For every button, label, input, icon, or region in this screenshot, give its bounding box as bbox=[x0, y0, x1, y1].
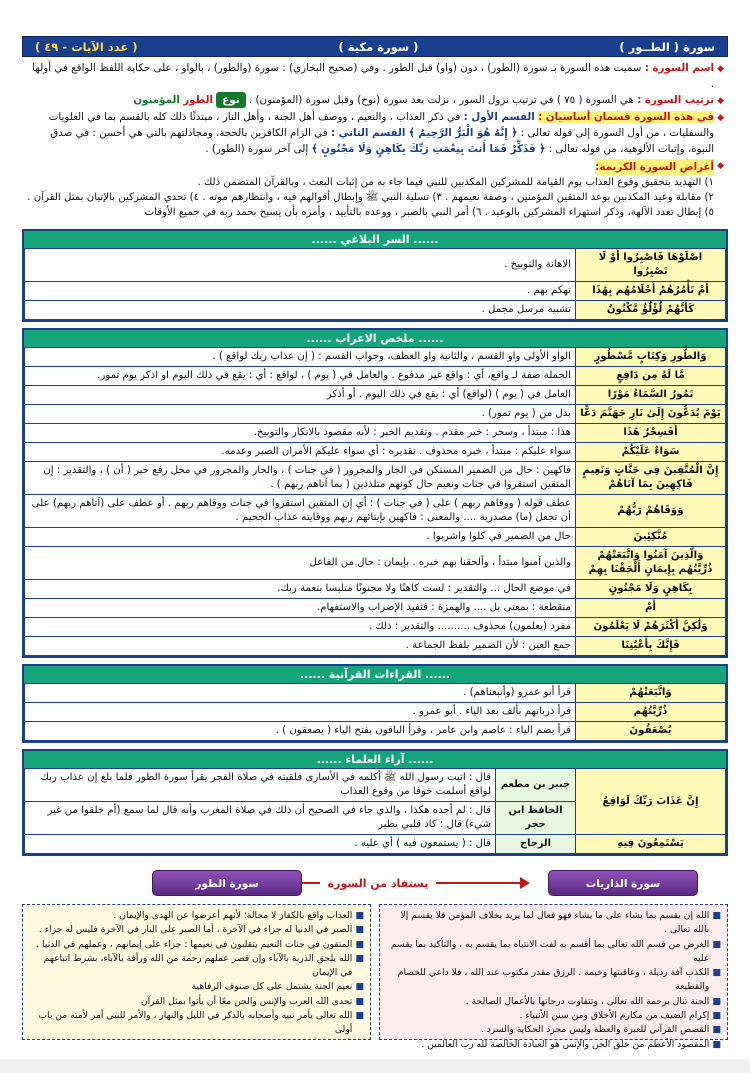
arrow-label: يستفاد من السورة bbox=[320, 877, 437, 890]
explain-cell: قرأ ذرياتهم بألف بعد الياء . أبو عمرو . bbox=[25, 703, 576, 722]
ayah-cell: أَفَسِحْرٌ هَٰذَا bbox=[576, 424, 726, 443]
irab-title: ...... ملخص الاعراب ...... bbox=[24, 330, 726, 347]
table-row bbox=[25, 367, 726, 386]
lessons-columns bbox=[22, 904, 728, 1050]
explain-cell: تشبيه مرسل مجمل . bbox=[25, 301, 576, 320]
explain-cell: في موضع الحال ... والتقدير : لست كاهنًا ولا مجنونًا متلبسا بنعمة ربك. bbox=[25, 580, 576, 599]
explain-cell: قرأ أبو عمرو (وأتبعناهم) . bbox=[25, 684, 576, 703]
part2-end: إلى آخر سورة (الطور) . bbox=[205, 143, 309, 155]
explain-cell: بدل من ( يوم تمور) . bbox=[25, 405, 576, 424]
table-row bbox=[25, 599, 726, 618]
list-item: ■ المتقون في جنات النعيم يتقلبون في نعيمها : جزاء على إيمانهم ، وعملهم في الدنيا . bbox=[36, 938, 364, 950]
list-item: ■ الله إن يقسم بما يشاء على ما يشاء فهو فعال لما يريد بخلاف المؤمن فلا يقسم إلا بالله تعالى . bbox=[400, 910, 721, 936]
list-item: ■ القصص القرآني للعبرة والعظة وليس مجرد الحكاية والسرد . bbox=[480, 1024, 721, 1036]
ayah-cell: وَاتَّبَعَتْهُمْ bbox=[576, 684, 726, 703]
surah-header-bar bbox=[22, 36, 728, 57]
table-row bbox=[25, 495, 726, 528]
explain-cell: قرأ بضم الياء : عاصم وابن عامر ، وقرأ الباقون بفتح الياء ( يصعقون ) . bbox=[25, 722, 576, 741]
arrow-right-icon bbox=[520, 877, 530, 889]
ayah-cell: مَّا لَهُ مِن دَافِعٍ bbox=[576, 367, 726, 386]
list-item: ■ نعيم الجنة يشتمل على كل صنوف الرفاهية bbox=[191, 981, 364, 993]
dhariyat-lessons bbox=[379, 904, 728, 1050]
pointer-icon: ◆ bbox=[717, 96, 724, 106]
table-row bbox=[25, 618, 726, 637]
ayah-cell: سَوَاءٌ عَلَيْكُمْ bbox=[576, 443, 726, 462]
opinion-cell: قال : ( يستمعون فيه ) أي عليه . bbox=[25, 835, 496, 854]
table-row bbox=[25, 443, 726, 462]
qiraat-title: ...... القراءات القرآنية ...... bbox=[24, 666, 726, 683]
part2-label: القسم الثاني : bbox=[330, 127, 406, 139]
surah-name: سورة ( الطــور ) bbox=[619, 39, 715, 54]
table-row bbox=[25, 835, 726, 854]
table-row bbox=[25, 424, 726, 443]
ayah-cell: كَأَنَّهُمْ لُؤْلُؤٌ مَّكْنُونٌ bbox=[576, 301, 726, 320]
part1-label: القسم الأول : bbox=[463, 111, 535, 123]
explain-cell: الاهانة والتوبيخ . bbox=[25, 249, 576, 282]
table-row bbox=[25, 722, 726, 741]
pointer-icon: ◆ bbox=[717, 113, 724, 123]
part2-quote: ﴿ فَذَكِّرْ فَمَا أَنتَ بِنِعْمَتِ رَبِّكَ بِكَاهِنٍ وَلَا مَجْنُونٍ ﴾ bbox=[311, 143, 546, 155]
lesson-sheet bbox=[22, 36, 728, 1050]
type-tag: نوع bbox=[216, 92, 245, 108]
list-item: ■ الله تعالى يأمر نبيه وأصحابه بالذكر في الليل والنهار ، والأمر للنبي أمر لأمته من باب أولى bbox=[38, 1010, 364, 1036]
parts-label: في هذه السورة قسمان أساسيان : bbox=[538, 111, 715, 123]
scholar-cell: جبير بن مطعم bbox=[496, 769, 576, 802]
table-row bbox=[25, 386, 726, 405]
goal-item: ٢) مقابلة وعيد المكذبين بوعد المتقين المؤمنين ، وصفة نعيمهم . ٣) تسلية النبي ﷺ وإبطال أقوالهم فيه ، وانتظارهم موته . ٤) تحدي المشركين بالإتيان بمثل القرآن . bbox=[27, 192, 714, 203]
explain-cell: تهكم بهم . bbox=[25, 282, 576, 301]
surah-order-row bbox=[26, 92, 724, 109]
table-row bbox=[25, 684, 726, 703]
name-label: اسم السورة : bbox=[644, 62, 715, 74]
opinion-cell: قال : اتيت رسول الله ﷺ أكلمه في الأسارى فلقيته في صلاة الفجر يقرأ سورة الطور فلما بلغ إن عذاب ربك لواقع أسلمت خوفا من وقوع العذاب bbox=[25, 769, 496, 802]
surah-parts-row bbox=[26, 109, 724, 157]
ulama-section bbox=[22, 749, 728, 856]
list-item: ■ الصبر في الدنيا له جزاء في الآخرة ، أما الصبر على النار في الآخرة فليس له جزاء . bbox=[38, 924, 364, 936]
surah-name-row bbox=[26, 60, 724, 92]
part1-text: في ذكر العذاب ، والنعيم ، ووصف أهل الجنة ، وأهل النار ، مبتدئًا ذلك كله بالقسم بما في العلويات والسفليات ، من أول السورة إلى قوله تعالى : bbox=[48, 111, 715, 139]
qiraat-table bbox=[24, 683, 726, 741]
irab-table bbox=[24, 347, 726, 656]
dhariyat-pill: سورة الذاريات bbox=[548, 870, 698, 896]
list-item: ■ المقصود الأعظم من خلق الجن والإنس هو العبادة الخالصة لله رب العالمين . bbox=[421, 1038, 721, 1050]
table-row bbox=[25, 637, 726, 656]
explain-cell: العامل في ( يوم ) (لواقع) أي : يقع في ذلك اليوم . أو أذكر bbox=[25, 386, 576, 405]
table-row bbox=[25, 405, 726, 424]
explain-cell: حال من الضمير في كلوا واشربوا . bbox=[25, 528, 576, 547]
table-row bbox=[25, 703, 726, 722]
table-row bbox=[25, 528, 726, 547]
explain-cell: والذين آمنوا مبتدأ ، وألحقنا بهم خبره . بإيمان : حال من الفاعل bbox=[25, 547, 576, 580]
ayah-cell: تَمُورُ السَّمَاءُ مَوْرًا bbox=[576, 386, 726, 405]
irab-section bbox=[22, 328, 728, 658]
pointer-icon: ◆ bbox=[717, 161, 724, 171]
ayah-cell: أَمْ bbox=[576, 599, 726, 618]
part2-text: في الزام الكافرين بالحجة، ومجادلتهم بالتي هي أحسن : في صدق النبوة، وإثبات الألوهية، من قوله تعالى : bbox=[50, 127, 715, 155]
scholar-cell: الزجاج bbox=[496, 835, 576, 854]
explain-cell: مفرد (يعلمون) محذوف .......... والتقدير : ذلك . bbox=[25, 618, 576, 637]
balagha-table bbox=[24, 248, 726, 320]
ayah-cell: ذُرِّيَّتُهُم bbox=[576, 703, 726, 722]
ayah-cell: إِنَّ عَذَابَ رَبِّكَ لَوَاقِعٌ bbox=[576, 769, 726, 835]
ayah-cell: أَمْ تَأْمُرُهُمْ أَحْلَامُهُم بِهَٰذَا bbox=[576, 282, 726, 301]
ayah-cell: إِنَّ الْمُتَّقِينَ فِي جَنَّاتٍ وَنَعِيمٍ فَاكِهِينَ بِمَا آتَاهُمْ bbox=[576, 462, 726, 495]
order-text: هي السورة ( ٧٥ ) في ترتيب نزول السور ، نزلت بعد سورة (نوح) وقبل سورة (المؤمنون) . bbox=[248, 94, 634, 106]
list-item: ■ الجنة تنال برحمة الله تعالى ، وتتفاوت درجاتها بالأعمال الصالحة . bbox=[465, 995, 721, 1007]
tur-pill: سورة الطور bbox=[152, 870, 302, 896]
part1-quote: ﴿ إِنَّهُ هُوَ الْبَرُّ الرَّحِيمُ ﴾ bbox=[408, 127, 518, 139]
explain-cell: جمع العين : لأن الضمير بلفظ الجماعة . bbox=[25, 637, 576, 656]
ayah-cell: وَالَّذِينَ آمَنُوا وَاتَّبَعَتْهُمْ ذُرِّيَّتُهُم بِإِيمَانٍ أَلْحَقْنَا بِهِمْ bbox=[576, 547, 726, 580]
ayah-cell: فَإِنَّكَ بِأَعْيُنِنَا bbox=[576, 637, 726, 656]
ayah-cell: وَلَٰكِنَّ أَكْثَرَهُمْ لَا يَعْلَمُونَ bbox=[576, 618, 726, 637]
ayah-cell: مُتَّكِئِينَ bbox=[576, 528, 726, 547]
explain-cell: فاكهين : حال من الضمير المستكن في الجار والمجرور ( في جنات ) ، والجار والمجرور في محل رفع خبر ( أن ) ، والتقدير : إن المتقين استقروا في جنات ونعيم حال كونهم متلذذين ( بما آتاهم ربهم ) . bbox=[25, 462, 576, 495]
table-row bbox=[25, 769, 726, 802]
goal-item: ١) التهديد بتحقيق وقوع العذاب يوم القيامة للمشركين المكذبين للنبي فيما جاء به من إثبات البعث ، وبالقرآن المتضمن ذلك . bbox=[197, 177, 714, 188]
ayah-cell: بِكَاهِنٍ وَلَا مَجْنُونٍ bbox=[576, 580, 726, 599]
table-row bbox=[25, 348, 726, 367]
ayat-count: ( عدد الآيات - ٤٩ ) bbox=[35, 39, 138, 54]
explain-cell: منقطعة : بمعنى بل .... والهمزة : فتفيد الإضراب والاستفهام. bbox=[25, 599, 576, 618]
list-item: ■ إكرام الضيف من مكارم الأخلاق ومن سنن الأنبياء . bbox=[519, 1010, 721, 1022]
balagha-title: ...... السر البلاغي ...... bbox=[24, 231, 726, 248]
pointer-icon: ◆ bbox=[717, 64, 724, 74]
ulama-title: ...... آراء العلماء ...... bbox=[24, 751, 726, 768]
type-b: المؤمنون bbox=[133, 94, 180, 106]
goals-label: أغراض السورة الكريمة: bbox=[595, 161, 715, 173]
table-row bbox=[25, 282, 726, 301]
ayah-cell: اصْلَوْهَا فَاصْبِرُوا أَوْ لَا تَصْبِرُوا bbox=[576, 249, 726, 282]
explain-cell: الجملة صفة لـ واقع، أي : واقع غير مدفوع . والعامل في ( يوم ) ، لواقع : أي : يقع في ذلك اليوم او اذكر يوم تمور. bbox=[25, 367, 576, 386]
ayah-cell: وَالطُّورِ وَكِتَابٍ مَّسْطُورٍ bbox=[576, 348, 726, 367]
goal-item: ٥) إبطال تعدد الآلهة، وذكر استهزاء المشركين بالوعيد . ٦) أمر النبي بالصبر ، ووعده بالتأييد ، وأمره بأن يسبح بحمد ربه في جميع الأوقات bbox=[144, 207, 714, 218]
ayah-cell: يُصْعَقُونَ bbox=[576, 722, 726, 741]
order-label: ترتيب السورة : bbox=[637, 94, 715, 106]
goals-list bbox=[26, 175, 724, 220]
opinion-cell: قال : لم أجده هكذا ، والذي جاء في الصحيح أن ذلك في صلاة المغرب وأنه قال لما سمع (أم خلقوا من غير شيء) قال : كاد قلبي يطير bbox=[25, 802, 496, 835]
table-row bbox=[25, 249, 726, 282]
list-item: ■ الكذب آفة رذيلة ، وعاقبتها وخيمة . الرزق مقدر مكتوب عند الله ، فلا داعي للخصام والقطيعة bbox=[397, 967, 721, 993]
table-row bbox=[25, 580, 726, 599]
table-row bbox=[25, 547, 726, 580]
explain-cell: سواء عليكم : مبتدأ ، خبره محذوف . تقديره : أي سواء عليكم الأمران الصبر وعدمه. bbox=[25, 443, 576, 462]
scholar-cell: الحافظ ابن حجر bbox=[496, 802, 576, 835]
list-item: ■ العذاب واقع بالكفار لا محالة؛ لأنهم أعرضوا عن الهدى والإيمان . bbox=[113, 910, 364, 921]
explain-cell: هذا : مبتدأ ، وسحر : خبر مقدم . وتقديم الخبر : لأنه مقصود بالانكار والتوبيخ. bbox=[25, 424, 576, 443]
goals-title-row bbox=[26, 157, 724, 175]
list-item: ■ تحدى الله العرب والإنس والجن معًا أن يأتوا بمثل القرآن bbox=[140, 995, 364, 1007]
ayah-cell: يَسْتَمِعُونَ فِيهِ bbox=[576, 835, 726, 854]
ayah-cell: يَوْمَ يُدَعُّونَ إِلَىٰ نَارِ جَهَنَّمَ دَعًّا bbox=[576, 405, 726, 424]
qiraat-section bbox=[22, 664, 728, 743]
tur-lessons bbox=[22, 904, 371, 1040]
compare-bar bbox=[22, 870, 728, 900]
page-bottom-strip bbox=[0, 1059, 750, 1073]
name-text: سميت هذه السورة بـ سورة (الطور) ، دون (واو) قبل الطور . وفي (صحيح البخاري) : سورة (والطور) ، بالواو ، على حكاية اللفظ الواقع في أولها . bbox=[32, 62, 715, 90]
table-row bbox=[25, 301, 726, 320]
list-item: ■ الغرض من قسم الله تعالى بما أقسم به لفت الانتباه بما يقسم به ، والتأكيد بما يقسم عليه bbox=[390, 938, 721, 964]
list-item: ■ الله يلحق الذرية بالآباء وإن قصر عملهم رحمة من الله ورأفة بالآباء، بشرط اتباعهم في الإيمان bbox=[43, 952, 364, 979]
explain-cell: الواو الأولى واو القسم ، والثانية واو العطف، وجواب القسم : ( إن عذاب ربك لواقع ) . bbox=[25, 348, 576, 367]
explain-cell: عطف قوله ( ووقاهم ربهم ) على ( في جنات ) : أي إن المتقين استقروا في جنات ووقاهم ربهم . أو عطف على (آتاهم ربهم) على أن تجعل (ما) مصدرية .... والمعنى : فاكهين بإيتائهم ربهم ووقايته عذاب الجحيم . bbox=[25, 495, 576, 528]
intro-section bbox=[22, 57, 728, 223]
surah-type: ( سورة مكية ) bbox=[338, 39, 419, 54]
table-row bbox=[25, 462, 726, 495]
ayah-cell: وَوَقَاهُمْ رَبُّهُمْ bbox=[576, 495, 726, 528]
balagha-section bbox=[22, 229, 728, 322]
type-a: الطور bbox=[183, 94, 214, 106]
ulama-table bbox=[24, 768, 726, 854]
